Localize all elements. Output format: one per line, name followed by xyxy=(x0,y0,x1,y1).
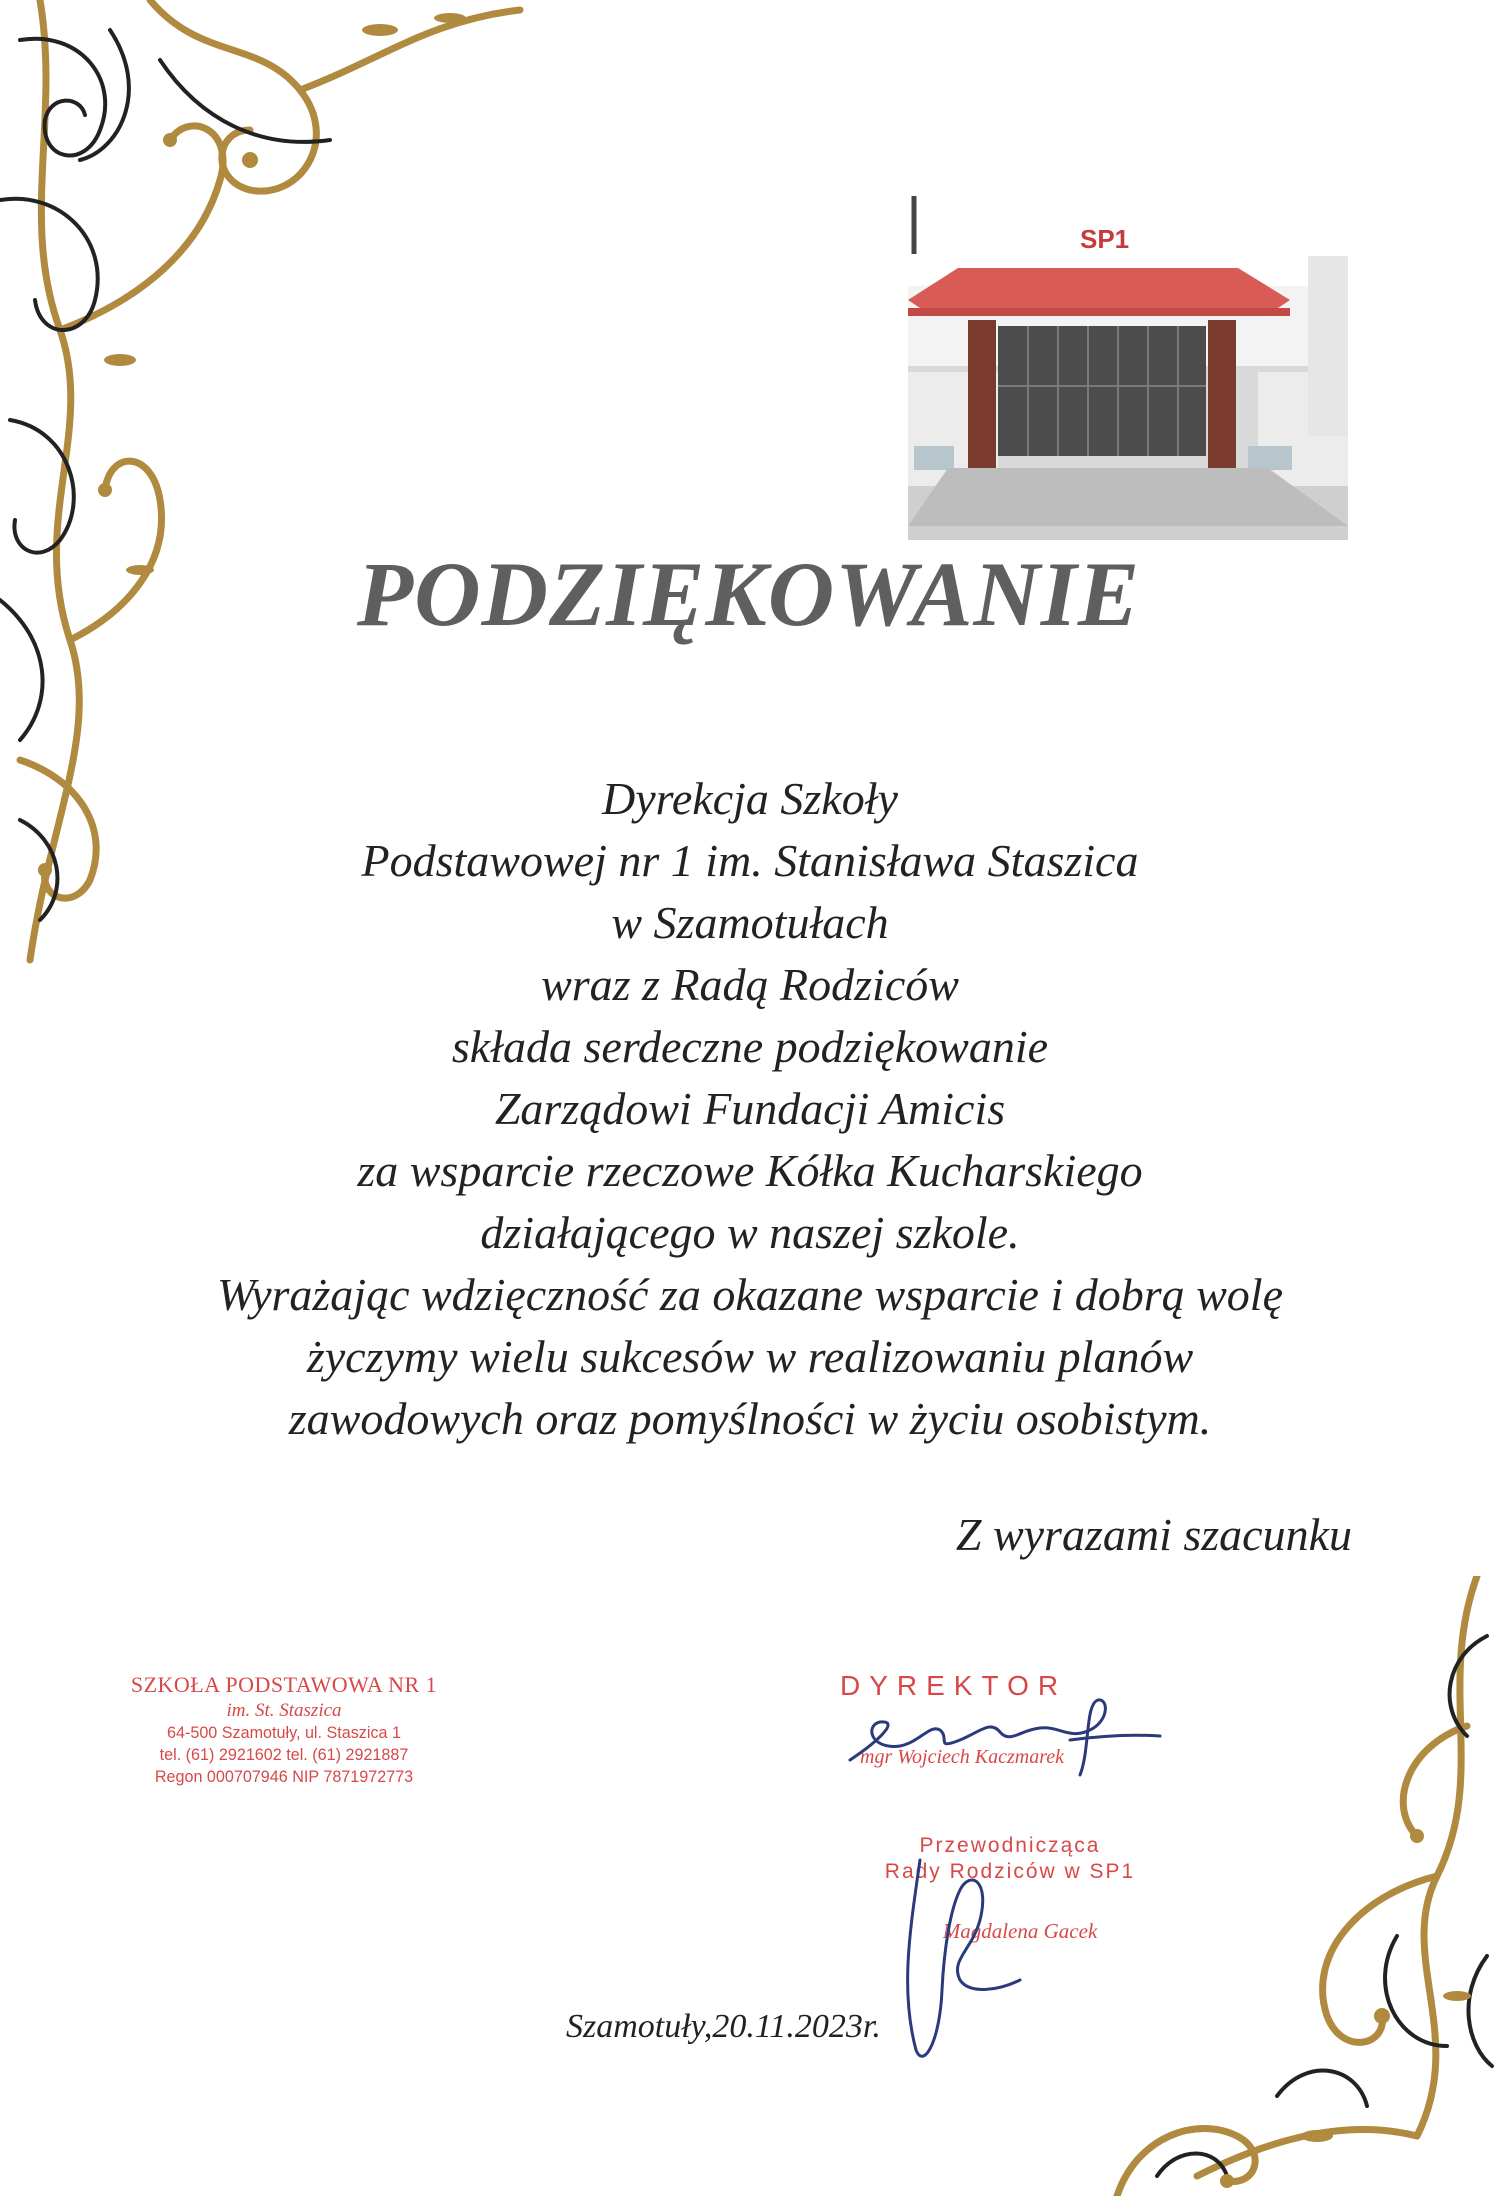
letter-body xyxy=(90,768,1410,1450)
school-stamp-name: SZKOŁA PODSTAWOWA NR 1 xyxy=(130,1672,438,1697)
director-name: mgr Wojciech Kaczmarek xyxy=(860,1746,1065,1768)
parent-council-signature xyxy=(880,1840,1030,2070)
body-line: za wsparcie rzeczowe Kółka Kucharskiego xyxy=(357,1145,1143,1196)
body-line: Zarządowi Fundacji Amicis xyxy=(494,1083,1006,1134)
body-line: Dyrekcja Szkoły xyxy=(602,773,898,824)
parent-council-role-line1: Przewodnicząca xyxy=(919,1834,1101,1857)
director-signature xyxy=(840,1680,1170,1790)
school-stamp-phone: tel. (61) 2921602 tel. (61) 2921887 xyxy=(159,1745,409,1764)
body-line: Wyrażając wdzięczność za okazane wsparcie i dobrą wolę xyxy=(216,1269,1284,1320)
school-stamp-address: 64-500 Szamotuły, ul. Staszica 1 xyxy=(167,1723,401,1742)
school-stamp-patron: im. St. Staszica xyxy=(226,1700,342,1721)
body-line: wraz z Radą Rodziców xyxy=(541,959,959,1010)
parent-council-role-line2: Rady Rodziców w SP1 xyxy=(884,1860,1136,1883)
body-line: składa serdeczne podziękowanie xyxy=(451,1021,1049,1072)
body-line: działającego w naszej szkole. xyxy=(480,1207,1020,1258)
body-line: Podstawowej nr 1 im. Stanisława Staszica xyxy=(361,835,1139,886)
school-stamp xyxy=(104,1672,464,1788)
document-date: Szamotuły,20.11.2023r. xyxy=(566,2008,881,2045)
body-line: w Szamotułach xyxy=(611,897,889,948)
closing-phrase: Z wyrazami szacunku xyxy=(955,1509,1352,1560)
body-line: zawodowych oraz pomyślności w życiu osobistym. xyxy=(288,1393,1212,1444)
school-stamp-ids: Regon 000707946 NIP 7871972773 xyxy=(154,1767,414,1786)
document-title: PODZIĘKOWANIE xyxy=(356,543,1141,645)
director-role: DYREKTOR xyxy=(840,1670,1068,1701)
parent-council-name: Magdalena Gacek xyxy=(942,1919,1098,1943)
body-line: życzymy wielu sukcesów w realizowaniu planów xyxy=(306,1331,1194,1382)
photo-sign-text: SP1 xyxy=(1080,224,1130,254)
school-building-photo xyxy=(908,196,1348,540)
